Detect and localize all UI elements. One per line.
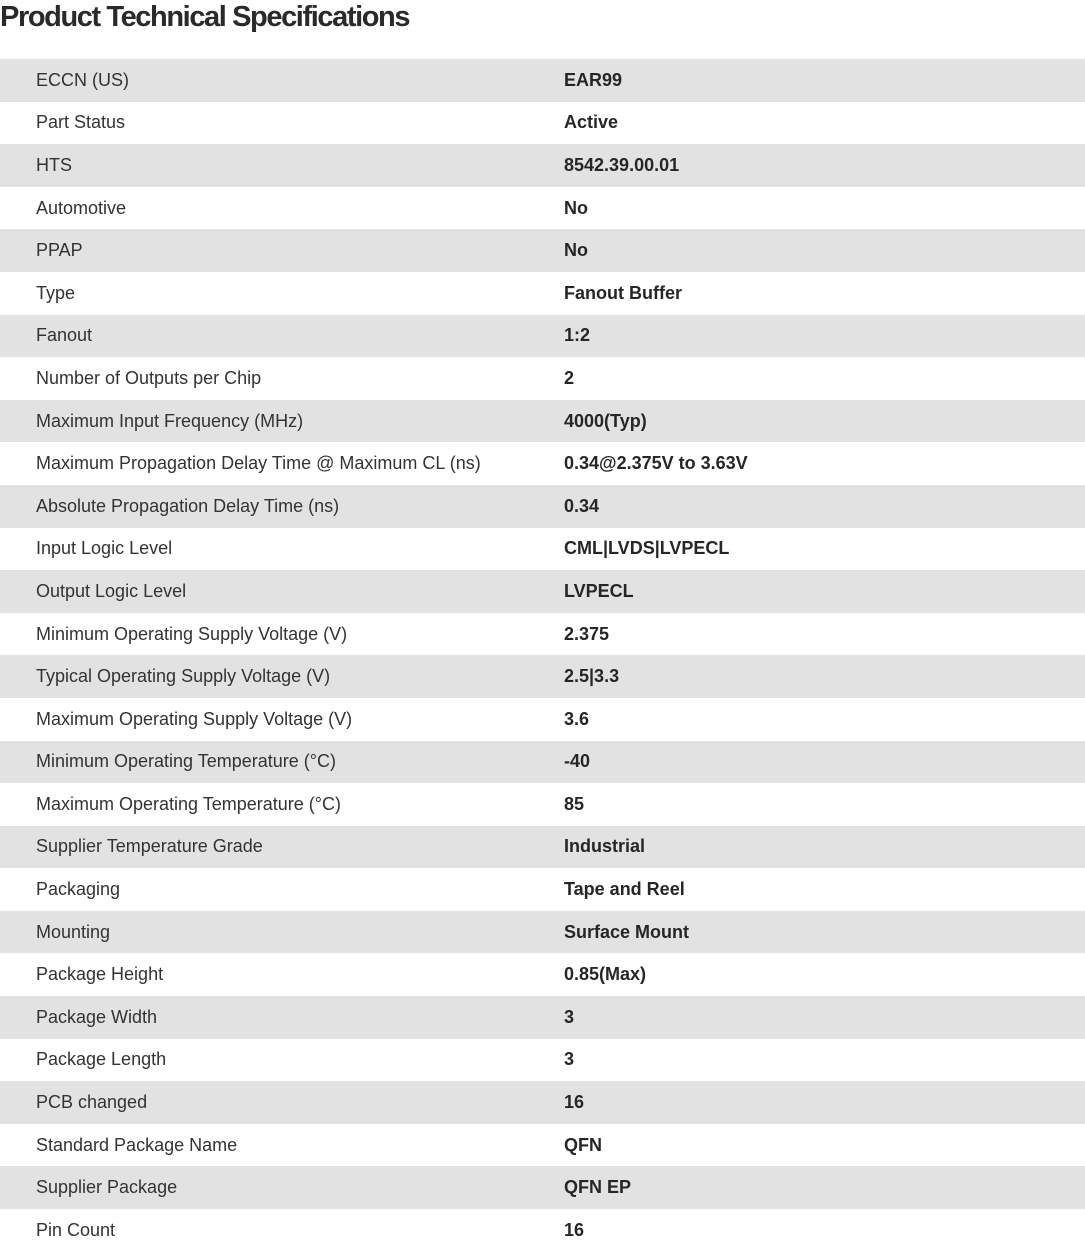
spec-label: Package Width — [36, 1006, 158, 1027]
spec-row — [0, 570, 1085, 613]
spec-row — [0, 272, 1085, 315]
spec-value: 8542.39.00.01 — [564, 154, 680, 175]
spec-row — [0, 485, 1085, 528]
spec-value: QFN — [564, 1134, 602, 1155]
spec-row — [0, 741, 1085, 784]
spec-label: Maximum Operating Supply Voltage (V) — [36, 708, 353, 729]
spec-label: Typical Operating Supply Voltage (V) — [36, 666, 331, 687]
spec-row — [0, 783, 1085, 826]
spec-label: Minimum Operating Temperature (°C) — [36, 751, 336, 772]
spec-label: Mounting — [36, 921, 111, 942]
spec-value: No — [564, 197, 588, 218]
spec-label: Automotive — [36, 197, 127, 218]
spec-value: EAR99 — [564, 69, 623, 90]
spec-row — [0, 400, 1085, 443]
spec-label: Maximum Propagation Delay Time @ Maximum CL (ns) — [36, 453, 481, 474]
spec-label: HTS — [36, 154, 72, 175]
page-title: Product Technical Specifications — [0, 1, 410, 33]
spec-row — [0, 1166, 1085, 1209]
spec-label: Part Status — [36, 112, 126, 133]
spec-row — [0, 1209, 1085, 1252]
spec-label: Minimum Operating Supply Voltage (V) — [36, 623, 348, 644]
spec-value: LVPECL — [564, 580, 634, 601]
spec-label: Package Length — [36, 1049, 167, 1070]
spec-row — [0, 698, 1085, 741]
spec-row — [0, 187, 1085, 230]
spec-label: Supplier Temperature Grade — [36, 836, 263, 857]
spec-value: 3 — [564, 1049, 575, 1070]
spec-value: 1:2 — [564, 325, 591, 346]
spec-row — [0, 996, 1085, 1039]
spec-row — [0, 59, 1085, 102]
spec-row — [0, 826, 1085, 869]
spec-value: No — [564, 240, 588, 261]
spec-label: ECCN (US) — [36, 69, 129, 90]
spec-label: Absolute Propagation Delay Time (ns) — [36, 495, 340, 516]
spec-value: Tape and Reel — [564, 879, 685, 900]
spec-value: 0.34 — [564, 495, 600, 516]
spec-row — [0, 315, 1085, 358]
spec-row — [0, 1081, 1085, 1124]
spec-label: Pin Count — [36, 1219, 116, 1240]
spec-label: Standard Package Name — [36, 1134, 238, 1155]
spec-label: PPAP — [36, 240, 83, 261]
spec-label: Input Logic Level — [36, 538, 173, 559]
spec-value: 4000(Typ) — [564, 410, 647, 431]
spec-label: PCB changed — [36, 1092, 148, 1113]
spec-value: 2 — [564, 367, 575, 388]
spec-value: 85 — [564, 793, 585, 814]
spec-row — [0, 357, 1085, 400]
specifications-table — [0, 59, 1085, 1252]
spec-value: Fanout Buffer — [564, 282, 682, 303]
spec-value: 2.5|3.3 — [564, 666, 620, 687]
spec-value: Surface Mount — [564, 921, 690, 942]
spec-row — [0, 868, 1085, 911]
spec-row — [0, 1124, 1085, 1167]
spec-value: Active — [564, 112, 619, 133]
spec-label: Output Logic Level — [36, 580, 187, 601]
spec-row — [0, 144, 1085, 187]
spec-value: 3 — [564, 1006, 575, 1027]
spec-value: 3.6 — [564, 708, 590, 729]
spec-row — [0, 953, 1085, 996]
spec-label: Number of Outputs per Chip — [36, 367, 262, 388]
spec-value: CML|LVDS|LVPECL — [564, 538, 730, 559]
spec-value: 0.34@2.375V to 3.63V — [564, 453, 748, 474]
spec-row — [0, 613, 1085, 656]
spec-value: 16 — [564, 1219, 585, 1240]
spec-label: Package Height — [36, 964, 164, 985]
spec-row — [0, 442, 1085, 485]
spec-value: 2.375 — [564, 623, 610, 644]
spec-label: Maximum Input Frequency (MHz) — [36, 410, 304, 431]
spec-value: 0.85(Max) — [564, 964, 647, 985]
spec-label: Supplier Package — [36, 1177, 178, 1198]
spec-row — [0, 655, 1085, 698]
spec-row — [0, 229, 1085, 272]
spec-value: Industrial — [564, 836, 646, 857]
spec-row — [0, 102, 1085, 145]
spec-label: Maximum Operating Temperature (°C) — [36, 793, 341, 814]
spec-row — [0, 911, 1085, 954]
spec-value: -40 — [564, 751, 591, 772]
spec-label: Type — [36, 282, 76, 303]
spec-row — [0, 528, 1085, 571]
spec-value: QFN EP — [564, 1177, 632, 1198]
spec-value: 16 — [564, 1092, 585, 1113]
spec-label: Packaging — [36, 879, 121, 900]
spec-label: Fanout — [36, 325, 93, 346]
spec-row — [0, 1039, 1085, 1082]
